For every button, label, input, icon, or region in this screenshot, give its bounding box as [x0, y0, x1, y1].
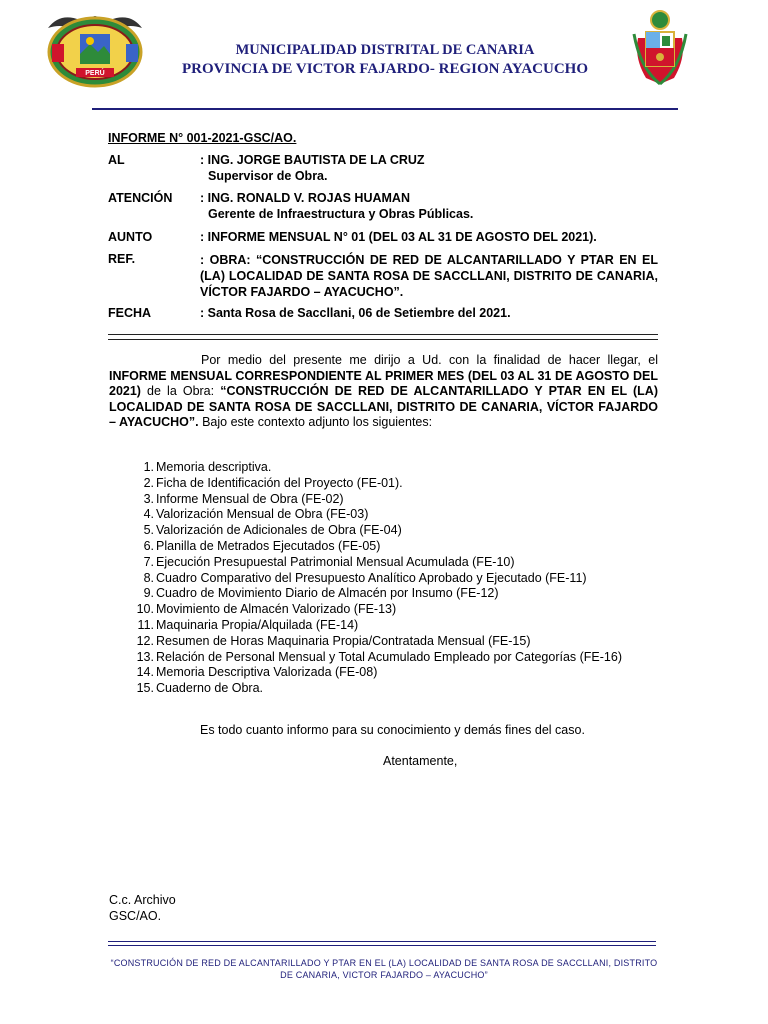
item-number: 10. — [136, 602, 154, 617]
meta-value: : INFORME MENSUAL N° 01 (DEL 03 AL 31 DE AGOSTO DEL 2021). — [200, 230, 597, 244]
meta-label: AUNTO — [108, 230, 153, 244]
list-item — [132, 650, 658, 666]
intro-text: de la Obra: — [140, 384, 221, 398]
item-text: Planilla de Metrados Ejecutados (FE-05) — [156, 538, 381, 553]
list-item — [132, 634, 658, 650]
report-number: INFORME N° 001-2021-GSC/AO. — [108, 131, 297, 145]
intro-bold: “CONSTRUCCIÓN DE RED DE ALCANTARILLADO Y PTAR EN EL (LA) LOCALIDAD DE SANTA ROSA DE SACCLLANI, DISTRITO DE CANARIA, VÍCTOR FAJARDO – AYACUCHO”. — [109, 384, 658, 429]
item-text: Cuadro Comparativo del Presupuesto Analítico Aprobado y Ejecutado (FE-11) — [156, 570, 587, 585]
item-number: 9. — [143, 586, 154, 601]
closing-text: Es todo cuanto informo para su conocimiento y demás fines del caso. — [200, 723, 585, 737]
item-number: 14. — [136, 665, 154, 680]
intro-text: Por medio del presente me dirijo a Ud. con la finalidad de hacer llegar, el — [201, 353, 658, 367]
meta-value: : ING. RONALD V. ROJAS HUAMAN — [200, 191, 410, 205]
list-item — [132, 492, 658, 508]
regards-text: Atentamente, — [383, 754, 458, 768]
meta-label: AL — [108, 153, 125, 167]
list-item — [132, 586, 658, 602]
item-number: 4. — [143, 507, 154, 522]
list-item — [132, 555, 658, 571]
meta-attention-sub: Gerente de Infraestructura y Obras Públicas. — [208, 207, 474, 221]
list-item — [132, 460, 658, 476]
item-number: 8. — [143, 570, 154, 585]
meta-value: : Santa Rosa de Saccllani, 06 de Setiembre del 2021. — [200, 306, 511, 320]
meta-subject — [108, 230, 658, 246]
list-item — [132, 523, 658, 539]
footer-rule — [108, 941, 656, 946]
item-number: 12. — [136, 633, 154, 648]
item-number: 6. — [143, 538, 154, 553]
municipal-logo — [40, 6, 150, 92]
meta-attention — [108, 191, 658, 207]
meta-to-sub: Supervisor de Obra. — [208, 169, 328, 183]
intro-text: Bajo este contexto adjunto los siguientes: — [198, 415, 433, 429]
item-number: 13. — [136, 649, 154, 664]
item-text: Ficha de Identificación del Proyecto (FE-01). — [156, 475, 403, 490]
header-rule — [92, 108, 678, 110]
meta-to — [108, 153, 658, 169]
item-text: Ejecución Presupuestal Patrimonial Mensual Acumulada (FE-10) — [156, 554, 515, 569]
item-text: Resumen de Horas Maquinaria Propia/Contratada Mensual (FE-15) — [156, 633, 531, 648]
cc-block — [109, 892, 176, 924]
item-text: Memoria Descriptiva Valorizada (FE-08) — [156, 665, 378, 680]
meta-date — [108, 306, 658, 322]
list-item — [132, 665, 658, 681]
list-item — [132, 507, 658, 523]
header-municipality: MUNICIPALIDAD DISTRITAL DE CANARIA — [235, 42, 535, 58]
item-text: Valorización de Adicionales de Obra (FE-04) — [156, 523, 402, 538]
cc-line: C.c. Archivo — [109, 893, 176, 907]
meta-label: ATENCIÓN — [108, 191, 173, 205]
item-number: 11. — [137, 617, 154, 632]
meta-ref — [108, 252, 658, 300]
item-number: 2. — [143, 475, 154, 490]
body-paragraph — [109, 353, 658, 431]
logo-left-text: PERÚ — [85, 70, 105, 77]
header-province: PROVINCIA DE VICTOR FAJARDO- REGION AYACUCHO — [181, 61, 589, 77]
item-text: Cuadro de Movimiento Diario de Almacén por Insumo (FE-12) — [156, 586, 499, 601]
meta-label: REF. — [108, 252, 136, 266]
item-number: 1. — [143, 460, 154, 474]
item-text: Relación de Personal Mensual y Total Acumulado Empleado por Categorías (FE-16) — [156, 649, 622, 664]
list-item — [132, 618, 658, 634]
item-number: 3. — [143, 491, 154, 506]
attachments-list — [132, 460, 658, 697]
intro-bold: INFORME MENSUAL CORRESPONDIENTE AL PRIMER MES (DEL 03 AL 31 DE AGOSTO DEL 2021) — [109, 368, 658, 398]
meta-value: : ING. JORGE BAUTISTA DE LA CRUZ — [200, 153, 425, 167]
item-text: Cuaderno de Obra. — [156, 681, 264, 696]
list-item — [132, 571, 658, 587]
item-text: Valorización Mensual de Obra (FE-03) — [156, 507, 369, 522]
item-text: Memoria descriptiva. — [156, 460, 272, 474]
footer-text: “CONSTRUCIÓN DE RED DE ALCANTARILLADO Y PTAR EN EL (LA) LOCALIDAD DE SANTA ROSA DE SACCLLANI, DISTRITO DE CANARIA, VICTOR FAJARDO – AYACUCHO” — [110, 958, 658, 980]
item-number: 5. — [143, 523, 154, 538]
item-number: 7. — [143, 554, 154, 569]
item-number: 15. — [136, 681, 154, 696]
list-item — [132, 681, 658, 697]
item-text: Maquinaria Propia/Alquilada (FE-14) — [156, 617, 359, 632]
item-text: Informe Mensual de Obra (FE-02) — [156, 491, 344, 506]
divider — [108, 334, 658, 340]
meta-label: FECHA — [108, 306, 152, 320]
list-item — [132, 539, 658, 555]
meta-value: : OBRA: “CONSTRUCCIÓN DE RED DE ALCANTARILLADO Y PTAR EN EL (LA) LOCALIDAD DE SANTA ROSA DE SACCLLANI, DISTRITO DE CANARIA, VÍCTOR FAJARDO – AYACUCHO”. — [200, 253, 658, 299]
coat-of-arms — [632, 8, 688, 88]
list-item — [132, 602, 658, 618]
list-item — [132, 476, 658, 492]
item-text: Movimiento de Almacén Valorizado (FE-13) — [156, 602, 397, 617]
cc-line: GSC/AO. — [109, 909, 162, 923]
